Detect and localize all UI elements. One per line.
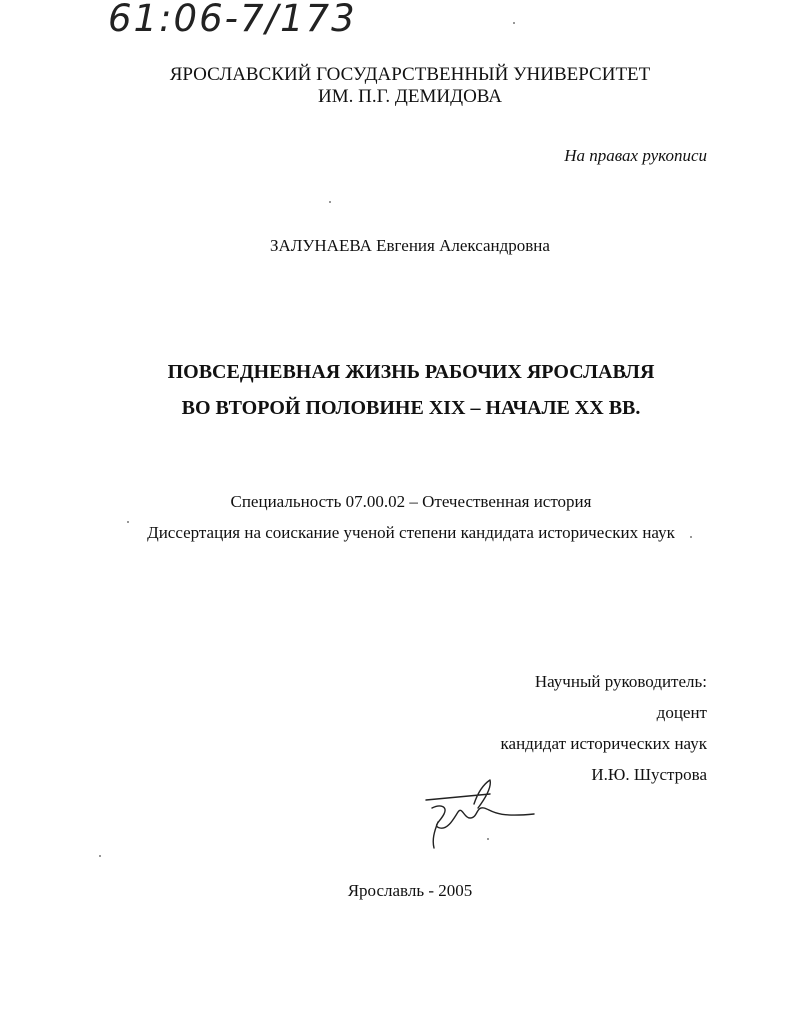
scan-speck xyxy=(127,521,129,523)
advisor-label: Научный руководитель: xyxy=(534,672,707,691)
author-name: ЗАЛУНАЕВА Евгения Александровна xyxy=(270,236,550,255)
scientific-advisor-block xyxy=(501,666,707,790)
manuscript-rights-note: На правах рукописи xyxy=(564,146,707,165)
specialty-line: Специальность 07.00.02 – Отечественная история xyxy=(230,492,592,511)
scan-speck xyxy=(99,855,101,857)
city-and-year: Ярославль - 2005 xyxy=(347,881,473,900)
handwritten-signature xyxy=(418,778,536,850)
title-line1: ПОВСЕДНЕВНАЯ ЖИЗНЬ РАБОЧИХ ЯРОСЛАВЛЯ xyxy=(167,361,655,383)
scan-speck xyxy=(513,22,515,24)
advisor-name: И.Ю. Шустрова xyxy=(591,765,707,784)
advisor-degree: кандидат исторических наук xyxy=(500,734,707,753)
dissertation-degree-line: Диссертация на соискание ученой степени кандидата исторических наук xyxy=(147,523,675,542)
dissertation-title xyxy=(0,354,795,426)
advisor-position: доцент xyxy=(656,703,707,722)
university-name-line2: ИМ. П.Г. ДЕМИДОВА xyxy=(318,86,502,107)
university-name-line1: ЯРОСЛАВСКИЙ ГОСУДАРСТВЕННЫЙ УНИВЕРСИТЕТ xyxy=(169,64,651,85)
title-line2: ВО ВТОРОЙ ПОЛОВИНЕ XIX – НАЧАЛЕ XX ВВ. xyxy=(181,397,641,419)
archive-stamp-code: 61:06-7/173 xyxy=(108,0,357,40)
dissertation-details xyxy=(0,486,795,548)
scan-speck xyxy=(487,838,489,840)
scan-speck xyxy=(329,201,331,203)
scan-speck xyxy=(690,536,692,538)
university-header xyxy=(0,64,795,108)
